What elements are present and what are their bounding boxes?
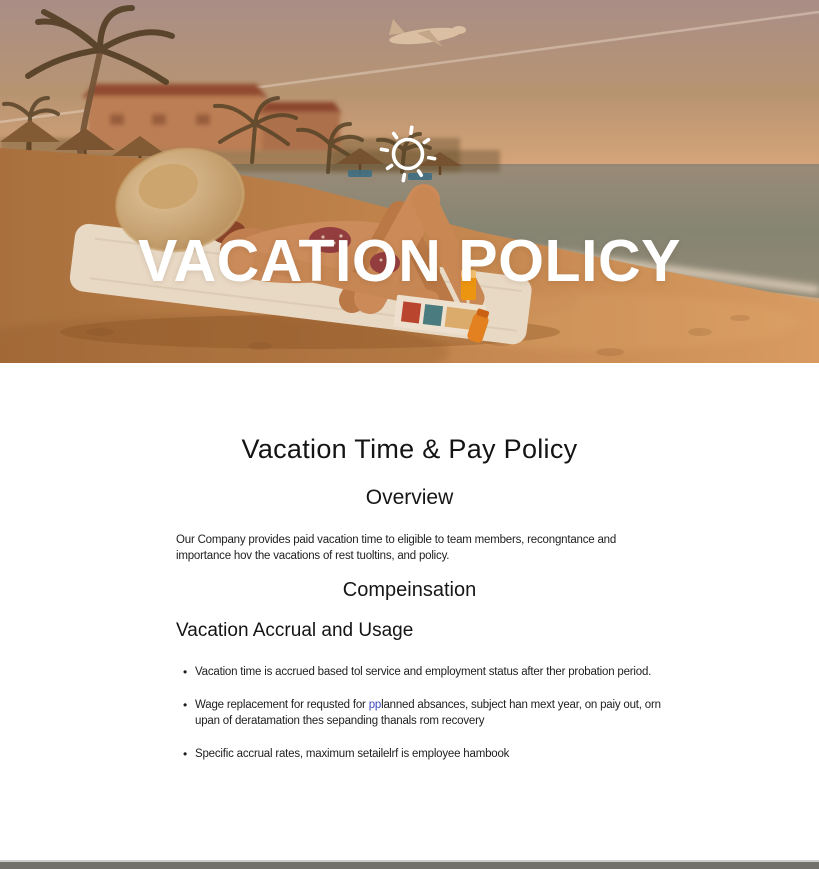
compensation-heading: Compeinsation <box>342 579 477 601</box>
blue-highlight-text: pp <box>368 699 382 711</box>
bullet-accrual-text: Vacation time is accrued based tol service and employment status after ther probation period. <box>195 666 652 678</box>
bullet-rates-text: Specific accrual rates, maximum setailelrf is employee hambook <box>195 748 510 760</box>
hero-title: VACATION POLICY <box>138 228 681 294</box>
overview-heading: Overview <box>365 486 454 509</box>
sun-icon <box>376 120 440 184</box>
footer-strip <box>0 860 819 869</box>
policy-document <box>176 363 661 762</box>
overview-text-line1: Our Company provides paid vacation time to eligible to team members, recongntance and <box>176 534 617 546</box>
bullet-wage-rest: lanned absances, subject han mext year, on paiy out, orn <box>381 699 661 711</box>
bullet-marker: • <box>183 747 188 761</box>
overview-text-line2: importance hov the vacations of rest tuoltins, and policy. <box>176 550 450 562</box>
bullet-marker: • <box>183 698 188 712</box>
overview-paragraph <box>176 532 643 564</box>
bullet-rates <box>176 746 643 762</box>
bullet-wage <box>176 697 661 729</box>
bullet-marker: • <box>183 665 188 679</box>
bullet-wage-line1 <box>195 699 661 711</box>
footer-bar <box>0 862 819 869</box>
bullet-accrual <box>176 664 652 680</box>
hero-banner <box>0 0 819 363</box>
bullet-wage-pre: Wage replacement for requsted for <box>195 699 369 711</box>
accrual-usage-heading: Vacation Accrual and Usage <box>176 620 414 641</box>
bullet-wage-line2: upan of deratamation thes sepanding thanals rom recovery <box>195 715 485 727</box>
page-title: Vacation Time & Pay Policy <box>241 434 578 464</box>
policy-bullet-list <box>176 664 661 762</box>
